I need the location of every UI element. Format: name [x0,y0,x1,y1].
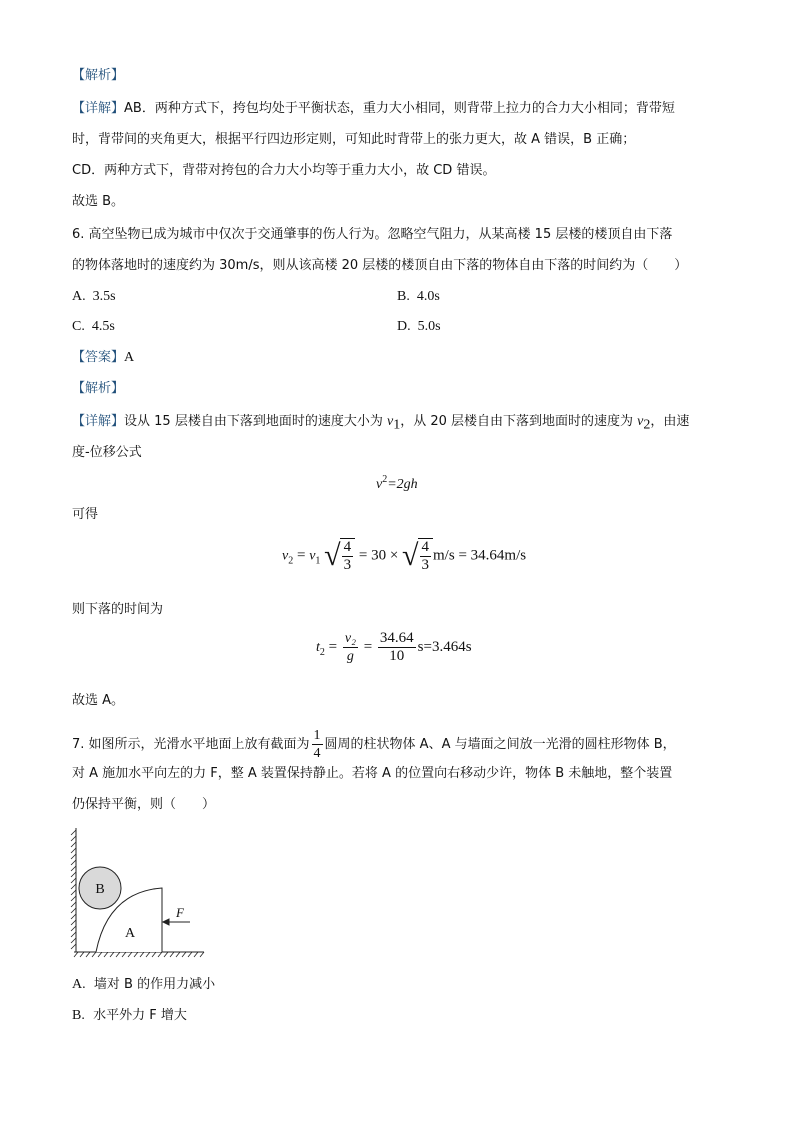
q7-option-b: B. 水平外力 F 增大 [72,1008,187,1023]
formula-t2: $t_2$ = $\frac{\text{v₂}}{g}$ = $\frac{34.64}{10}$ s=3.464s [316,630,472,664]
detail-line-2: 时，背带间的夹角更大，根据平行四边形定则，可知此时背带上的张力更大，故 A 错误，B 正确； [72,132,636,147]
ball-b-label: B [95,882,105,897]
q7-stem-line-1: 7. 如图所示，光滑水平地面上放有截面为 $\frac{1}{4}$ 圆周的柱状物体 A、A 与墙面之间放一光滑的圆柱形物体 B， [72,728,676,761]
q6-stem-line-1: 6. 高空坠物已成为城市中仅次于交通肇事的伤人行为。忽略空气阻力，从某高楼 15 层楼的楼顶自由下落 [72,227,673,242]
q7-stem-line-2: 对 A 施加水平向左的力 F，整 A 装置保持静止。若将 A 的位置向右移动少许，物体 B 未触地，整个装置 [72,766,673,781]
q6-option-a: A. 3.5s [72,289,116,304]
q6-option-b: B. 4.0s [397,289,440,304]
formula-v2: $v_2 = v_1$ √ $\frac{4}{3}$ = 30 × √ $\frac{4}{3}$ m/s = 34.64m/s [282,539,527,573]
physics-figure [68,826,208,958]
force-label: F [176,905,184,920]
q6-option-c: C. 4.5s [72,319,115,334]
time-label: 则下落的时间为 [72,602,164,617]
q6-detail-line-1: 【详解】设从 15 层楼自由下落到地面时的速度大小为 $v_1$，从 20 层楼自由下落到地面时的速度为 $v_2$，由速 [72,414,690,433]
ground-icon [74,952,204,957]
q6-analysis-tag: 【解析】 [72,381,125,396]
q6-conclusion: 故选 A。 [72,693,125,708]
q7-option-a: A. 墙对 B 的作用力减小 [72,977,216,992]
formula-velocity-displacement: $v^2=2gh$ [376,474,418,492]
q6-detail-line-2: 度-位移公式 [72,445,142,460]
detail-line-3: CD．两种方式下，背带对挎包的合力大小均等于重力大小，故 CD 错误。 [72,163,496,178]
q7-stem-line-3: 仍保持平衡，则（ ） [72,797,216,812]
then-get: 可得 [72,507,99,522]
q6-answer: 【答案】A [72,350,135,365]
wall-icon [71,828,76,952]
q6-stem-line-2: 的物体落地时的速度约为 30m/s，则从该高楼 20 层楼的楼顶自由下落的物体自由下落的时间约为（ ） [72,258,688,273]
q6-option-d: D. 5.0s [397,319,441,334]
block-a-label: A [124,926,136,941]
detail-line-1: 【详解】AB．两种方式下，挎包均处于平衡状态，重力大小相同，则背带上拉力的合力大小相同；背带短 [72,101,675,116]
conclusion: 故选 B。 [72,194,125,209]
detail-tag: 【详解】 [72,101,125,116]
analysis-tag: 【解析】 [72,68,125,83]
